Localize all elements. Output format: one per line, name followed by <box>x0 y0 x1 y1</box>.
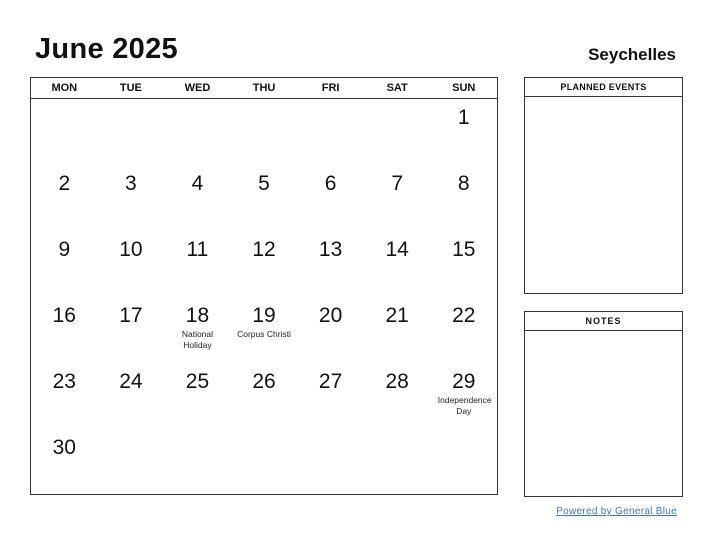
day-cell <box>364 230 431 296</box>
calendar-week-row <box>31 362 497 428</box>
calendar-week-row <box>31 428 497 494</box>
day-number: 28 <box>385 370 409 393</box>
day-number: 17 <box>119 304 143 327</box>
calendar-week-row <box>31 230 497 296</box>
calendar-week-row <box>31 164 497 230</box>
page-title: June 2025 <box>35 33 178 65</box>
calendar-weeks <box>31 98 497 494</box>
day-number: 1 <box>457 106 470 129</box>
day-number: 25 <box>185 370 210 393</box>
day-cell <box>430 164 497 230</box>
day-cell <box>364 296 431 362</box>
day-cell <box>231 296 298 362</box>
day-number: 22 <box>452 304 476 327</box>
day-cell <box>231 230 298 296</box>
day-cell <box>31 362 98 428</box>
holiday-label: National Holiday <box>181 329 214 350</box>
day-cell <box>164 230 231 296</box>
day-number: 16 <box>52 304 76 327</box>
day-cell <box>164 98 231 164</box>
day-cell <box>297 296 364 362</box>
day-cell <box>31 230 98 296</box>
day-number: 15 <box>452 238 476 261</box>
day-number: 30 <box>52 436 76 459</box>
day-number: 2 <box>58 172 71 195</box>
day-cell <box>98 362 165 428</box>
day-number: 7 <box>391 172 404 195</box>
day-cell <box>430 98 497 164</box>
day-cell <box>297 98 364 164</box>
day-number: 18 <box>185 304 210 327</box>
weekday-sun: SUN <box>452 82 476 94</box>
day-cell <box>231 98 298 164</box>
day-cell <box>430 428 497 494</box>
day-number: 19 <box>252 304 276 327</box>
day-number: 8 <box>457 172 470 195</box>
weekday-tue: TUE <box>119 82 142 94</box>
planned-events-heading: PLANNED EVENTS <box>525 78 682 97</box>
powered-by-link[interactable]: Powered by General Blue <box>556 506 677 517</box>
day-cell <box>31 428 98 494</box>
day-cell <box>364 362 431 428</box>
day-cell <box>430 230 497 296</box>
weekday-mon: MON <box>51 82 78 94</box>
day-number: 29 <box>452 370 476 393</box>
day-cell <box>297 230 364 296</box>
day-cell <box>31 98 98 164</box>
day-number: 3 <box>125 172 137 195</box>
day-cell <box>164 296 231 362</box>
day-cell <box>297 362 364 428</box>
day-cell <box>231 428 298 494</box>
day-cell <box>98 428 165 494</box>
day-cell <box>164 428 231 494</box>
day-cell <box>364 164 431 230</box>
holiday-label: Independence Day <box>437 395 492 416</box>
day-number: 10 <box>119 238 143 261</box>
notes-panel <box>524 311 683 497</box>
day-number: 14 <box>385 238 409 261</box>
weekday-sat: SAT <box>386 82 408 94</box>
calendar-week-row <box>31 98 497 164</box>
day-cell <box>297 428 364 494</box>
day-number: 26 <box>252 370 276 393</box>
day-number: 27 <box>318 370 343 393</box>
day-number: 20 <box>318 304 343 327</box>
day-cell <box>430 362 497 428</box>
day-cell <box>98 98 165 164</box>
day-cell <box>31 296 98 362</box>
day-number: 13 <box>318 238 343 261</box>
day-number: 9 <box>58 238 71 261</box>
day-number: 5 <box>258 172 270 195</box>
day-cell <box>231 164 298 230</box>
day-cell <box>98 164 165 230</box>
weekday-fri: FRI <box>321 82 340 94</box>
day-cell <box>364 98 431 164</box>
country-label: Seychelles <box>588 45 676 64</box>
day-number: 6 <box>324 172 337 195</box>
day-cell <box>364 428 431 494</box>
day-cell <box>430 296 497 362</box>
day-number: 24 <box>119 370 143 393</box>
day-number: 21 <box>385 304 409 327</box>
day-number: 4 <box>191 172 204 195</box>
day-number: 23 <box>52 370 76 393</box>
notes-heading: NOTES <box>525 312 682 331</box>
day-cell <box>98 230 165 296</box>
weekday-wed: WED <box>184 82 211 94</box>
weekday-thu: THU <box>252 82 276 94</box>
day-number: 12 <box>252 238 276 261</box>
holiday-label: Corpus Christi <box>237 329 291 339</box>
calendar-grid <box>30 77 498 495</box>
day-cell <box>164 362 231 428</box>
day-cell <box>98 296 165 362</box>
day-cell <box>231 362 298 428</box>
day-cell <box>297 164 364 230</box>
day-number: 11 <box>186 238 209 261</box>
calendar-week-row <box>31 296 497 362</box>
planned-events-panel <box>524 77 683 294</box>
day-cell <box>31 164 98 230</box>
weekday-header-row <box>31 78 497 99</box>
day-cell <box>164 164 231 230</box>
